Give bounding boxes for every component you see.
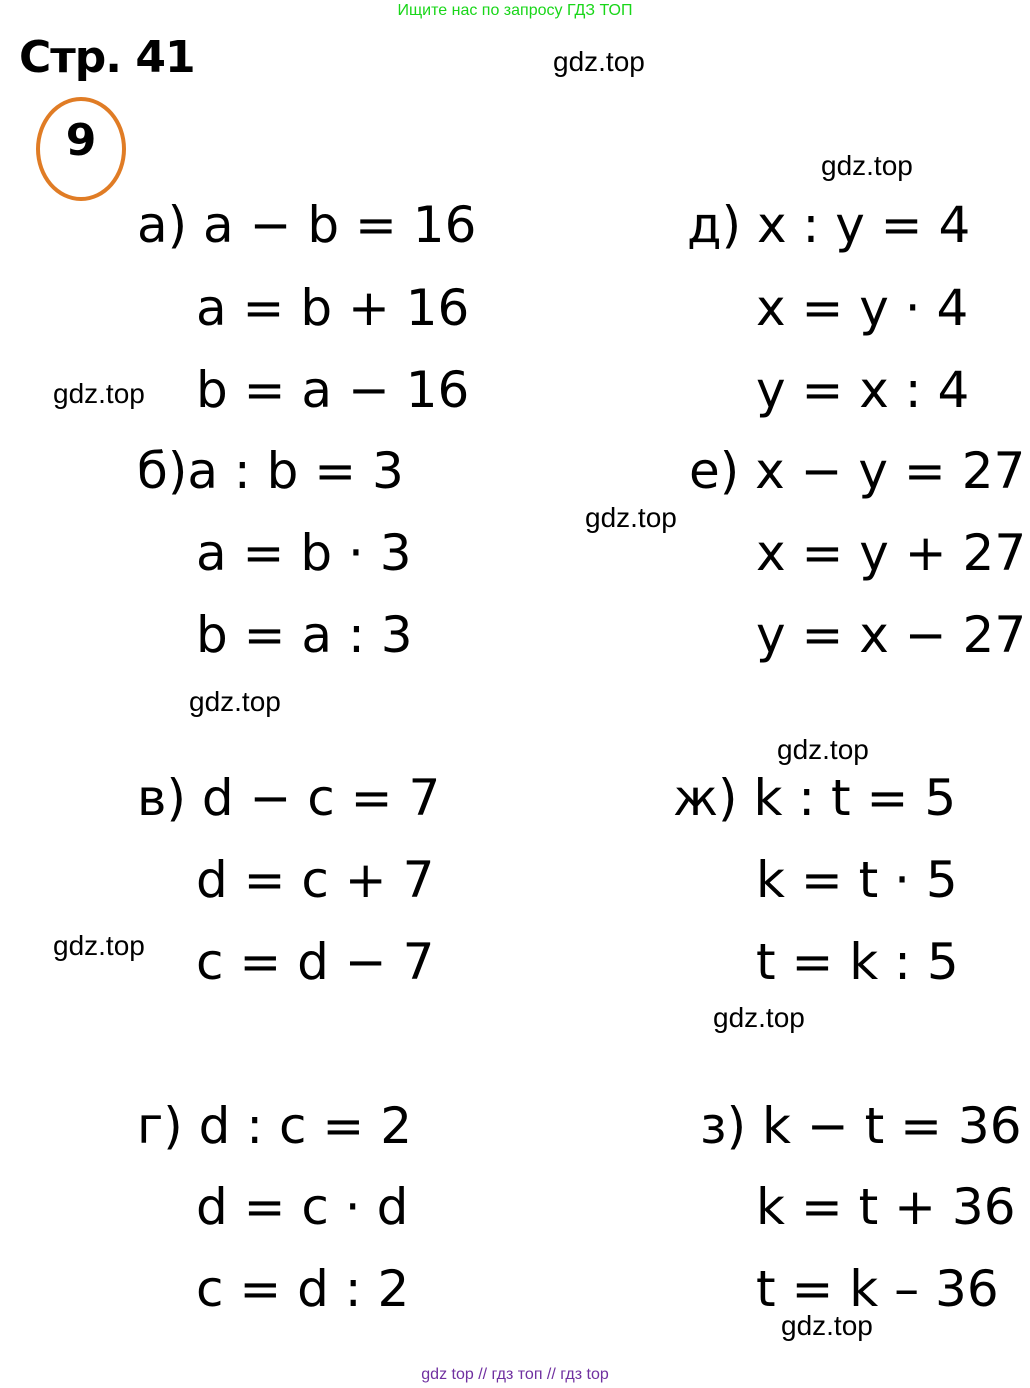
watermark: gdz.top: [585, 502, 677, 533]
equation-b-label: б)a : b = 3: [137, 442, 404, 500]
equation-a-label: а) a − b = 16: [137, 196, 477, 254]
watermark: gdz.top: [553, 46, 645, 77]
equation-zh-line1: k = t · 5: [756, 851, 958, 909]
equation-e-label: е) x − y = 27: [689, 442, 1026, 500]
equation-z-line1: k = t + 36: [756, 1178, 1016, 1236]
equation-v-line2: c = d − 7: [196, 933, 435, 991]
equation-b-line1: a = b · 3: [196, 524, 412, 582]
equation-zh-line2: t = k : 5: [756, 933, 959, 991]
watermark: gdz.top: [713, 1002, 805, 1033]
footer-links: gdz top // гдз топ // гдз top: [421, 1366, 609, 1383]
equation-zh-label: ж) k : t = 5: [673, 769, 957, 827]
watermark: gdz.top: [53, 378, 145, 409]
equation-v-label: в) d − c = 7: [137, 769, 441, 827]
equation-d-line2: y = x : 4: [756, 361, 970, 419]
watermark: gdz.top: [53, 930, 145, 961]
equation-a-line2: b = a − 16: [196, 361, 470, 419]
equation-z-label: з) k − t = 36: [700, 1097, 1022, 1155]
equation-a-line1: a = b + 16: [196, 279, 470, 337]
equation-b-line2: b = a : 3: [196, 606, 413, 664]
equation-d-line1: x = y · 4: [756, 279, 969, 337]
equation-v-line1: d = c + 7: [196, 851, 435, 909]
page-title: Стр. 41: [19, 32, 195, 83]
watermark: gdz.top: [781, 1310, 873, 1341]
equation-z-line2: t = k – 36: [756, 1260, 999, 1318]
watermark: gdz.top: [189, 686, 281, 717]
equation-d-label: д) x : y = 4: [687, 196, 971, 254]
equation-e-line1: x = y + 27: [756, 524, 1027, 582]
watermark: gdz.top: [777, 734, 869, 765]
task-number: 9: [65, 115, 97, 166]
top-banner: Ищите нас по запросу ГДЗ ТОП: [397, 2, 633, 19]
equation-g-line2: c = d : 2: [196, 1260, 410, 1318]
watermark: gdz.top: [821, 150, 913, 181]
equation-g-line1: d = c · d: [196, 1178, 409, 1236]
equation-e-line2: y = x − 27: [756, 606, 1027, 664]
equation-g-label: г) d : c = 2: [137, 1097, 413, 1155]
